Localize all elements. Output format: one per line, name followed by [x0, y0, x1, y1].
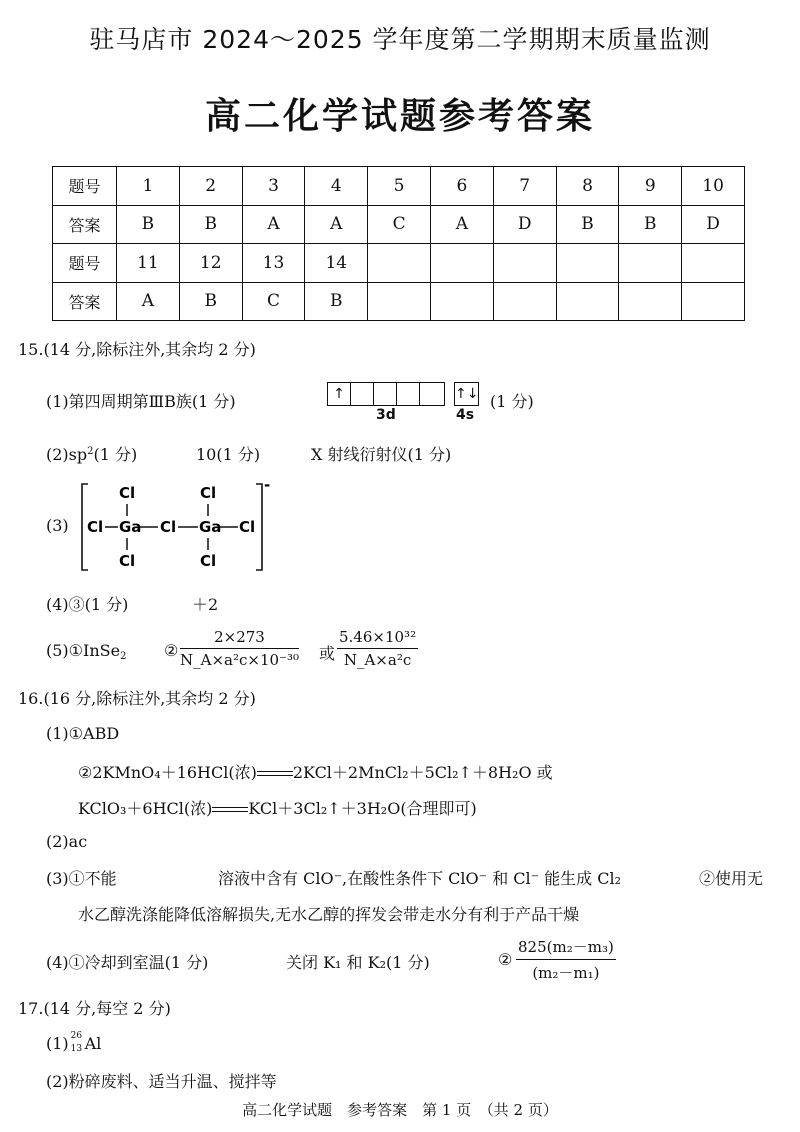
fraction-numerator: 5.46×10³² [337, 628, 418, 649]
table-cell: C [368, 205, 431, 244]
table-cell: D [493, 205, 556, 244]
element-symbol: Al [84, 1034, 102, 1053]
purity-fraction [516, 936, 616, 983]
page-title: 高二化学试题参考答案 [204, 96, 595, 137]
page-footer: 高二化学试题 参考答案 第 1 页 （共 2 页） [242, 1101, 558, 1119]
q16-equation-1 [78, 760, 553, 783]
equation-left: ②2KMnO₄＋16HCl(浓) [78, 763, 257, 782]
q16-part3-b: 溶液中含有 ClO⁻,在酸性条件下 ClO⁻ 和 Cl⁻ 能生成 Cl₂ [218, 869, 622, 888]
q15-part4: (4)③(1 分) [46, 595, 129, 614]
table-cell: 11 [117, 244, 180, 283]
equation-left: KClO₃＋6HCl(浓) [78, 799, 213, 818]
q16-part3-c: ②使用无 [699, 869, 764, 888]
table-cell [556, 244, 619, 283]
table-cell: 6 [430, 167, 493, 206]
table-cell [493, 244, 556, 283]
q16-part4-a: (4)①冷却到室温(1 分) [46, 953, 209, 972]
table-cell: A [117, 282, 180, 321]
q17-part2: (2)粉碎废料、适当升温、搅拌等 [46, 1072, 277, 1091]
q15-part5-sub: 2 [120, 651, 127, 662]
atomic-number: 13 [70, 1043, 83, 1054]
equation-right: 2KCl＋2MnCl₂＋5Cl₂↑＋8H₂O 或 [292, 763, 553, 782]
table-cell: 10 [682, 167, 745, 206]
table-cell: 14 [305, 244, 368, 283]
row-header-cell: 答案 [53, 205, 117, 244]
orbital-4s-cell: ↑↓ [455, 386, 479, 402]
table-cell [493, 282, 556, 321]
q16-heading: 16.(16 分,除标注外,其余均 2 分) [18, 689, 256, 708]
answer-table [52, 166, 745, 321]
table-cell [556, 282, 619, 321]
charge-sign: - [264, 478, 271, 494]
exam-header: 驻马店市 2024～2025 学年度第二学期期末质量监测 [89, 25, 711, 54]
orbital-3d-label: 3d [376, 407, 396, 423]
table-cell [430, 244, 493, 283]
table-cell: 12 [179, 244, 242, 283]
atom-cl: Cl [119, 484, 136, 502]
fraction-denominator: N_A×a²c [343, 651, 412, 669]
fraction-numerator: 2×273 [180, 628, 299, 649]
table-cell: B [179, 282, 242, 321]
atom-cl: Cl [87, 518, 104, 536]
q15-part4-valence: ＋2 [192, 595, 219, 614]
q17-heading: 17.(14 分,每空 2 分) [18, 999, 171, 1018]
orbital-4s-label: 4s [456, 407, 475, 423]
atom-cl: Cl [200, 552, 217, 570]
atom-cl: Cl [160, 518, 177, 536]
q17-part1-prefix: (1) [46, 1034, 69, 1053]
q15-part2-count: 10(1 分) [196, 445, 261, 464]
ga2cl7-structure [78, 478, 278, 576]
table-cell: 13 [242, 244, 305, 283]
equals-sign [257, 770, 293, 778]
row-header-cell: 答案 [53, 282, 117, 321]
table-cell: A [430, 205, 493, 244]
q15-part5-circle2: ② [164, 641, 179, 660]
density-fraction-1 [180, 628, 299, 669]
q17-part1 [46, 1030, 102, 1054]
table-cell: 3 [242, 167, 305, 206]
table-cell: 1 [117, 167, 180, 206]
table-cell [368, 244, 431, 283]
table-cell [619, 244, 682, 283]
table-cell [368, 282, 431, 321]
q16-part3-d: 水乙醇洗涤能降低溶解损失,无水乙醇的挥发会带走水分有利于产品干燥 [78, 905, 580, 924]
table-row [53, 205, 745, 244]
atom-cl: Cl [200, 484, 217, 502]
table-cell: B [619, 205, 682, 244]
table-row [53, 244, 745, 283]
table-cell: D [682, 205, 745, 244]
q15-part3: (3) [46, 516, 69, 535]
table-cell [682, 244, 745, 283]
q16-equation-2 [78, 796, 477, 819]
table-cell: 7 [493, 167, 556, 206]
atom-ga: Ga [119, 518, 142, 536]
orbital-3d [327, 382, 445, 406]
table-cell: 4 [305, 167, 368, 206]
equals-sign [212, 806, 248, 814]
orbital-3d-cell [420, 383, 442, 405]
table-cell: B [556, 205, 619, 244]
table-row [53, 167, 745, 206]
row-header-cell: 题号 [53, 244, 117, 283]
q16-part1: (1)①ABD [46, 724, 120, 743]
table-cell: 8 [556, 167, 619, 206]
q15-heading: 15.(14 分,除标注外,其余均 2 分) [18, 340, 256, 359]
q16-part2: (2)ac [46, 832, 88, 851]
table-row [53, 282, 745, 321]
table-cell [619, 282, 682, 321]
q15-part2-instrument: X 射线衍射仪(1 分) [311, 445, 452, 464]
table-cell: A [305, 205, 368, 244]
table-cell: 2 [179, 167, 242, 206]
or-word: 或 [319, 644, 336, 663]
fraction-numerator: 825(m₂－m₃) [516, 936, 616, 960]
q15-part5-formula: (5)①InSe [46, 641, 121, 660]
mass-number: 26 [70, 1030, 83, 1041]
q15-part2-hybrid: (2)sp [46, 445, 88, 464]
equation-right: KCl＋3Cl₂↑＋3H₂O(合理即可) [248, 799, 477, 818]
table-cell: B [117, 205, 180, 244]
density-fraction-2 [337, 628, 418, 669]
table-cell [682, 282, 745, 321]
q16-part4-b: 关闭 K₁ 和 K₂(1 分) [286, 953, 430, 972]
fraction-denominator: N_A×a²c×10⁻³⁰ [180, 651, 299, 669]
atom-cl: Cl [239, 518, 256, 536]
q15-part2-score: (1 分) [93, 445, 138, 464]
nuclide-notation [69, 1030, 85, 1054]
atom-ga: Ga [199, 518, 222, 536]
q15-part2 [46, 442, 137, 465]
row-header-cell: 题号 [53, 167, 117, 206]
atom-cl: Cl [119, 552, 136, 570]
orbital-score: (1 分) [490, 392, 534, 411]
orbital-3d-cell [351, 383, 374, 405]
q16-part4-c: ② [498, 950, 513, 969]
orbital-3d-cell [374, 383, 397, 405]
orbital-3d-cell: ↑ [328, 383, 351, 405]
q15-part2-sup: 2 [87, 446, 94, 457]
table-cell: 5 [368, 167, 431, 206]
table-cell: C [242, 282, 305, 321]
orbital-3d-cell [397, 383, 420, 405]
table-cell: B [305, 282, 368, 321]
table-cell: B [179, 205, 242, 244]
q16-part3-a: (3)①不能 [46, 869, 117, 888]
fraction-denominator: (m₂－m₁) [532, 964, 600, 982]
table-cell: 9 [619, 167, 682, 206]
table-cell: A [242, 205, 305, 244]
orbital-4s [454, 382, 479, 406]
q15-part1: (1)第四周期第ⅢB族(1 分) [46, 392, 236, 411]
table-cell [430, 282, 493, 321]
q15-part5 [46, 641, 126, 662]
